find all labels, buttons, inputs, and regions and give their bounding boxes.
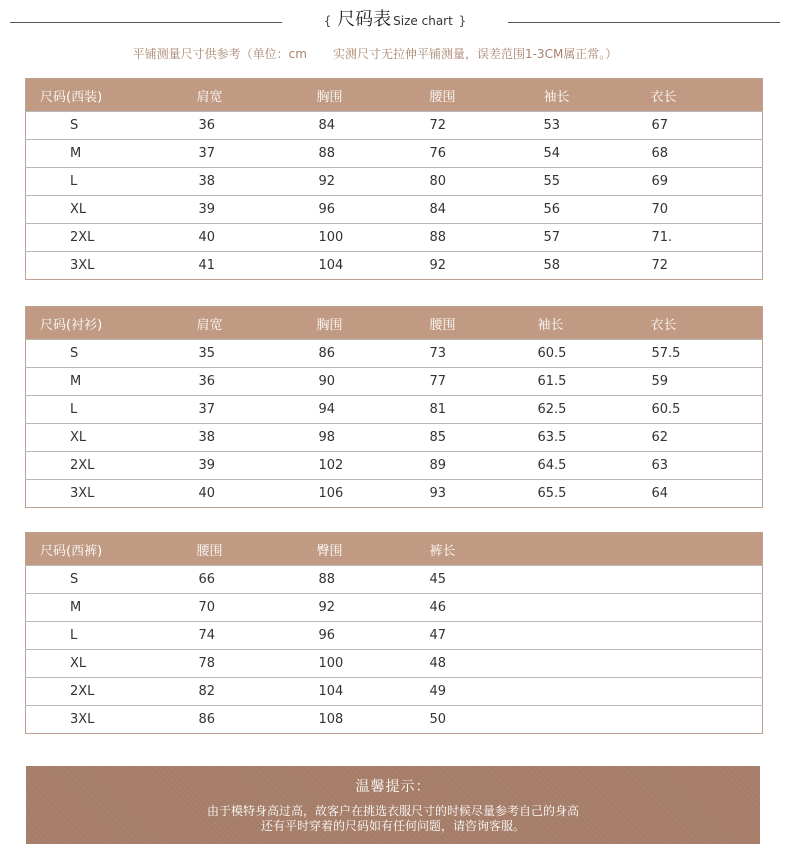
measurement-cell: 72 xyxy=(430,112,536,140)
measurement-cell: 49 xyxy=(430,678,763,706)
header-waist: 腰围 xyxy=(430,79,536,112)
header-size: 尺码(西装) xyxy=(26,79,195,112)
size-cell: L xyxy=(26,168,195,196)
measurement-cell: 68 xyxy=(650,140,763,168)
size-cell: 2XL xyxy=(26,452,195,480)
measurement-cell: 80 xyxy=(430,168,536,196)
measurement-cell: 86 xyxy=(195,706,315,734)
table-row xyxy=(26,168,763,196)
header-shoulder: 肩宽 xyxy=(195,79,315,112)
header-chest: 胸围 xyxy=(315,79,430,112)
measurement-cell: 108 xyxy=(315,706,430,734)
table-row xyxy=(26,368,763,396)
measurement-cell: 84 xyxy=(315,112,430,140)
measurement-cell: 67 xyxy=(650,112,763,140)
measurement-cell: 88 xyxy=(315,566,430,594)
measurement-cell: 58 xyxy=(536,252,650,280)
measurement-cell: 102 xyxy=(315,452,430,480)
measurement-cell: 41 xyxy=(195,252,315,280)
measurement-cell: 38 xyxy=(195,168,315,196)
size-cell: M xyxy=(26,594,195,622)
header-hip: 臀围 xyxy=(315,533,430,566)
table-row xyxy=(26,622,763,650)
measurement-cell: 63.5 xyxy=(536,424,650,452)
measurement-cell: 62 xyxy=(650,424,763,452)
table-row xyxy=(26,480,763,508)
table-row xyxy=(26,224,763,252)
measurement-cell: 54 xyxy=(536,140,650,168)
measurement-cell: 63 xyxy=(650,452,763,480)
header-length: 衣长 xyxy=(650,79,763,112)
table-row xyxy=(26,678,763,706)
title-brace-open: { xyxy=(323,14,332,28)
size-cell: S xyxy=(26,566,195,594)
measurement-cell: 71. xyxy=(650,224,763,252)
measurement-cell: 73 xyxy=(430,340,536,368)
measurement-cell: 69 xyxy=(650,168,763,196)
size-cell: M xyxy=(26,368,195,396)
pants-size-table xyxy=(25,532,763,734)
size-cell: 3XL xyxy=(26,252,195,280)
measurement-cell: 46 xyxy=(430,594,763,622)
measurement-cell: 37 xyxy=(195,396,315,424)
title-en: Size chart xyxy=(393,14,453,28)
table-row xyxy=(26,424,763,452)
measurement-cell: 56 xyxy=(536,196,650,224)
measurement-cell: 48 xyxy=(430,650,763,678)
measurement-cell: 60.5 xyxy=(650,396,763,424)
suit-size-table xyxy=(25,78,763,280)
size-cell: XL xyxy=(26,424,195,452)
header-shoulder: 肩宽 xyxy=(195,307,315,340)
measurement-cell: 104 xyxy=(315,252,430,280)
measurement-cell: 92 xyxy=(430,252,536,280)
measurement-cell: 81 xyxy=(430,396,536,424)
measurement-cell: 55 xyxy=(536,168,650,196)
size-chart-title-row xyxy=(0,6,790,36)
size-cell: XL xyxy=(26,196,195,224)
measurement-cell: 72 xyxy=(650,252,763,280)
measurement-cell: 92 xyxy=(315,168,430,196)
measurement-cell: 76 xyxy=(430,140,536,168)
measurement-cell: 36 xyxy=(195,368,315,396)
header-length: 衣长 xyxy=(650,307,763,340)
measurement-cell: 96 xyxy=(315,622,430,650)
measurement-cell: 92 xyxy=(315,594,430,622)
measurement-cell: 65.5 xyxy=(536,480,650,508)
header-size: 尺码(衬衫) xyxy=(26,307,195,340)
shirt-size-table xyxy=(25,306,763,508)
measurement-cell: 84 xyxy=(430,196,536,224)
measurement-cell: 100 xyxy=(315,224,430,252)
measurement-cell: 40 xyxy=(195,224,315,252)
size-cell: XL xyxy=(26,650,195,678)
warm-tips-line-1: 由于模特身高过高，故客户在挑选衣服尺寸的时候尽量参考自己的身高 xyxy=(206,804,579,818)
measurement-cell: 78 xyxy=(195,650,315,678)
measurement-cell: 98 xyxy=(315,424,430,452)
measurement-cell: 39 xyxy=(195,196,315,224)
table-row xyxy=(26,196,763,224)
table-row xyxy=(26,340,763,368)
table-header-row xyxy=(26,307,763,340)
table-row xyxy=(26,566,763,594)
header-sleeve: 袖长 xyxy=(536,307,650,340)
measurement-cell: 70 xyxy=(195,594,315,622)
size-cell: 2XL xyxy=(26,224,195,252)
size-cell: 3XL xyxy=(26,480,195,508)
size-cell: S xyxy=(26,112,195,140)
table-row xyxy=(26,396,763,424)
measurement-cell: 77 xyxy=(430,368,536,396)
measurement-cell: 62.5 xyxy=(536,396,650,424)
measurement-cell: 86 xyxy=(315,340,430,368)
measurement-cell: 61.5 xyxy=(536,368,650,396)
measurement-cell: 37 xyxy=(195,140,315,168)
measurement-cell: 59 xyxy=(650,368,763,396)
size-cell: L xyxy=(26,396,195,424)
title-brace-close: } xyxy=(458,14,467,28)
measurement-cell: 57.5 xyxy=(650,340,763,368)
measurement-cell: 100 xyxy=(315,650,430,678)
measurement-cell: 85 xyxy=(430,424,536,452)
warm-tips-title: 温馨提示： xyxy=(355,779,431,795)
table-row xyxy=(26,650,763,678)
header-waist: 腰围 xyxy=(430,307,536,340)
header-chest: 胸围 xyxy=(315,307,430,340)
table-row xyxy=(26,112,763,140)
table-header-row xyxy=(26,533,763,566)
title-zh: 尺码表 xyxy=(337,9,392,30)
measurement-cell: 47 xyxy=(430,622,763,650)
measurement-cell: 53 xyxy=(536,112,650,140)
measurement-cell: 104 xyxy=(315,678,430,706)
warm-tips-box xyxy=(26,766,760,844)
table-row xyxy=(26,452,763,480)
measurement-cell: 89 xyxy=(430,452,536,480)
measurement-note-tolerance: 实测尺寸无拉伸平铺测量，误差范围1-3CM属正常。） xyxy=(332,47,618,61)
header-waist: 腰围 xyxy=(195,533,315,566)
size-cell: M xyxy=(26,140,195,168)
measurement-cell: 45 xyxy=(430,566,763,594)
table-row xyxy=(26,706,763,734)
measurement-cell: 38 xyxy=(195,424,315,452)
size-cell: L xyxy=(26,622,195,650)
measurement-cell: 39 xyxy=(195,452,315,480)
measurement-note-unit: 平铺测量尺寸供参考（单位：cm xyxy=(132,47,307,61)
measurement-cell: 66 xyxy=(195,566,315,594)
size-cell: 2XL xyxy=(26,678,195,706)
header-size: 尺码(西裤) xyxy=(26,533,195,566)
size-cell: S xyxy=(26,340,195,368)
measurement-cell: 50 xyxy=(430,706,763,734)
measurement-cell: 70 xyxy=(650,196,763,224)
measurement-cell: 36 xyxy=(195,112,315,140)
measurement-cell: 35 xyxy=(195,340,315,368)
header-pants-length: 裤长 xyxy=(430,533,763,566)
title-divider-right xyxy=(508,22,780,23)
warm-tips-line-2: 还有平时穿着的尺码如有任何问题，请咨询客服。 xyxy=(260,819,525,833)
table-row xyxy=(26,594,763,622)
measurement-cell: 96 xyxy=(315,196,430,224)
size-chart-title xyxy=(0,6,790,35)
measurement-cell: 82 xyxy=(195,678,315,706)
measurement-cell: 106 xyxy=(315,480,430,508)
measurement-cell: 57 xyxy=(536,224,650,252)
measurement-cell: 40 xyxy=(195,480,315,508)
table-header-row xyxy=(26,79,763,112)
measurement-cell: 88 xyxy=(430,224,536,252)
measurement-cell: 64.5 xyxy=(536,452,650,480)
measurement-cell: 90 xyxy=(315,368,430,396)
header-sleeve: 袖长 xyxy=(536,79,650,112)
measurement-cell: 93 xyxy=(430,480,536,508)
measurement-cell: 60.5 xyxy=(536,340,650,368)
measurement-note xyxy=(0,46,750,62)
measurement-cell: 88 xyxy=(315,140,430,168)
measurement-cell: 74 xyxy=(195,622,315,650)
size-cell: 3XL xyxy=(26,706,195,734)
measurement-cell: 94 xyxy=(315,396,430,424)
table-row xyxy=(26,140,763,168)
table-row xyxy=(26,252,763,280)
measurement-cell: 64 xyxy=(650,480,763,508)
